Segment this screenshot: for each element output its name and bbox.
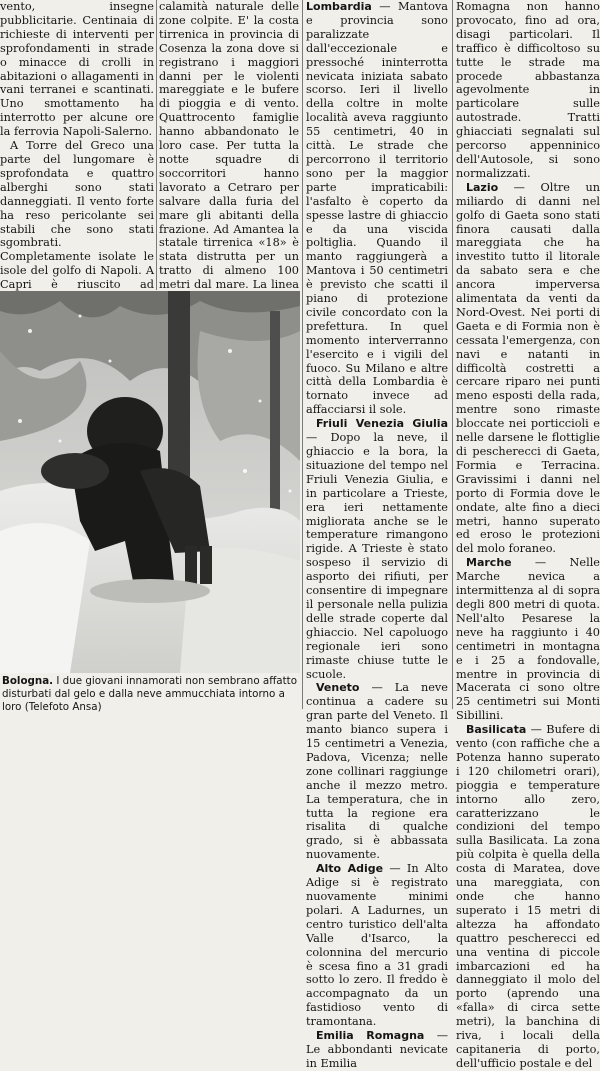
paragraph-text: — In Alto Adige si è registrato nuovamente minimi polari. A Ladurnes, un centro turistico dell'alta Valle d'Isarco, la colonnina del mercurio è scesa fino a 31 gradi sotto lo zero. Il freddo è accompagnato da un fastidioso vento di tramontana. [306,862,449,1029]
region-heading: Alto Adige [316,862,384,876]
news-photo [0,291,300,673]
paragraph [306,417,448,681]
column-3 [306,0,449,1070]
region-heading: Lombardia [306,0,372,13]
paragraph [456,181,600,556]
paragraph-text: — Oltre un miliardo di danni nel golfo di Gaeta sono stati finora causati dalla mareggiata che ha investito tutto il litorale da sabato sera e che ancora imperversa alimentata da venti da Nord-Ovest. Nei porti di Gaeta e di Formia non è cessata l'emergenza, con navi e natanti in difficoltà costretti a cercare riparo nei punti meno esposti della rada, mentre sono rimaste bloccate nei porticcioli e nelle darsene le flottiglie di pescherecci di Gaeta, Formia e Terracina. Gravissimi i danni nel porto di Formia dove le ondate, alte fino a dieci metri, hanno superato ed eroso le protezioni del molo foraneo. [456,180,600,556]
paragraph-text: — Mantova e provincia sono paralizzate dall'eccezionale e pressoché ininterrotta nevicata iniziata sabato scorso. Ieri il livello della coltre in molte località aveva raggiunto 55 centimetri, 40 in città. Le strade che percorrono il territorio sono per la maggior parte impraticabili: l'asfalto è coperto da spesse lastre di ghiaccio e da una viscida poltiglia. Quando il manto raggiungerà a Mantova i 50 centimetri è previsto che scatti il piano di protezione civile concordato con la prefettura. In quel momento interverranno l'esercito e i vigili del fuoco. Su Milano e altre città della Lombardia è tornato invece ad affacciarsi il sole. [306,0,448,417]
paragraph: A Torre del Greco una parte del lungomare è sprofondata e quattro alberghi sono stati danneggiati. Il vento forte ha reso pericolante sei stabili che sono stati sgombrati. Completamente isolate le isole del golfo di Napoli. A Capri è riuscito ad [0,139,154,292]
paragraph-text: — Dopo la neve, il ghiaccio e la bora, la situazione del tempo nel Friuli Venezia Giulia, e in particolare a Trieste, era ieri nettamente migliorata anche se le temperature rimangono rigide. A Trieste è stato sospeso il servizio di asporto dei rifiuti, per consentire di impegnare il personale nella pulizia delle strade coperte dal ghiaccio. Nel capoluogo regionale ieri sono rimaste chiuse tutte le scuole. [306,431,448,681]
region-heading: Emilia Romagna [316,1029,425,1043]
paragraph-text: — Le abbondanti nevicate in Emilia [306,1029,448,1070]
paragraph [306,681,448,862]
paragraph [456,556,600,723]
region-heading: Veneto [316,681,360,695]
paragraph [456,723,600,1071]
paragraph [306,862,448,1029]
paragraph: Romagna non hanno provocato, fino ad ora, disagi particolari. Il traffico è difficoltoso su tutte le strade ma procede abbastanza agevolmente in particolare sulle autostrade. Tratti ghiacciati segnalati sul percorso appenninico dell'Autosole, si sono normalizzati. [456,0,600,180]
column-2 [159,0,299,290]
region-heading: Lazio [466,180,499,194]
paragraph [306,1029,448,1071]
caption-place: Bologna. [2,675,54,687]
paragraph: vento, insegne pubblicitarie. Centinaia di richieste di interventi per sprofondamenti in strade o minacce di crolli in abitazioni o allagamenti in vani terranei e scantinati. Uno smottamento ha interrotto per alcune ore la ferrovia Napoli-Salerno. [0,0,154,139]
column-1 [0,0,154,290]
paragraph [306,0,448,417]
paragraph-text: — Bufere di vento (con raffiche che a Potenza hanno superato i 120 chilometri orari), pioggia e temperature intorno allo zero, caratterizzano le condizioni del tempo sulla Basilicata. La zona più colpita è quella della costa di Maratea, dove una mareggiata, con onde che hanno superato i 15 metri di altezza ha affondato quattro pescherecci ed una ventina di piccole imbarcazioni ed ha danneggiato il molo del porto (aprendo una «falla» di circa sette metri), la banchina di riva, i locali della capitaneria di porto, dell'ufficio postale e del [456,723,600,1070]
paragraph: calamità naturale delle zone colpite. E' la costa tirrenica in provincia di Cosenza la zona dove si registrano i maggiori danni per le violenti mareggiate e le bufere di pioggia e di vento. Quattrocento famiglie hanno abbandonato le loro case. Per tutta la notte squadre di soccorritori hanno lavorato a Cetraro per salvare dalla furia del mare gli abitanti della frazione. Ad Amantea la statale tirrenica «18» è stata distrutta per un tratto di almeno 100 metri dal mare. La linea [159,0,299,292]
region-heading: Basilicata [466,723,527,737]
region-heading: Marche [466,556,512,570]
column-4 [456,0,600,1070]
paragraph-text: — La neve continua a cadere su gran parte del Veneto. Il manto bianco supera i 15 centimetri a Venezia, Padova, Vicenza; nelle zone collinari raggiunge anche il mezzo metro. La temperatura, che in tutta la regione era risalita di qualche grado, si è abbassata nuovamente. [306,681,448,862]
snow-scene-illustration [0,291,300,673]
paragraph-text: — Nelle Marche nevica a intermittenza al di sopra degli 800 metri di quota. Nell'alto Pesarese la neve ha raggiunto i 40 centimetri in montagna e i 25 a fondovalle, mentre in provincia di Macerata ci sono oltre 25 centimetri sui Monti Sibillini. [456,556,600,723]
column-divider [302,0,303,709]
region-heading: Friuli Venezia Giulia [316,417,448,431]
column-divider [452,0,453,709]
photo-caption [2,675,300,714]
caption-text: I due giovani innamorati non sembrano affatto disturbati dal gelo e dalla neve ammucchiata intorno a loro (Telefoto Ansa) [2,675,297,713]
column-divider [156,0,157,290]
